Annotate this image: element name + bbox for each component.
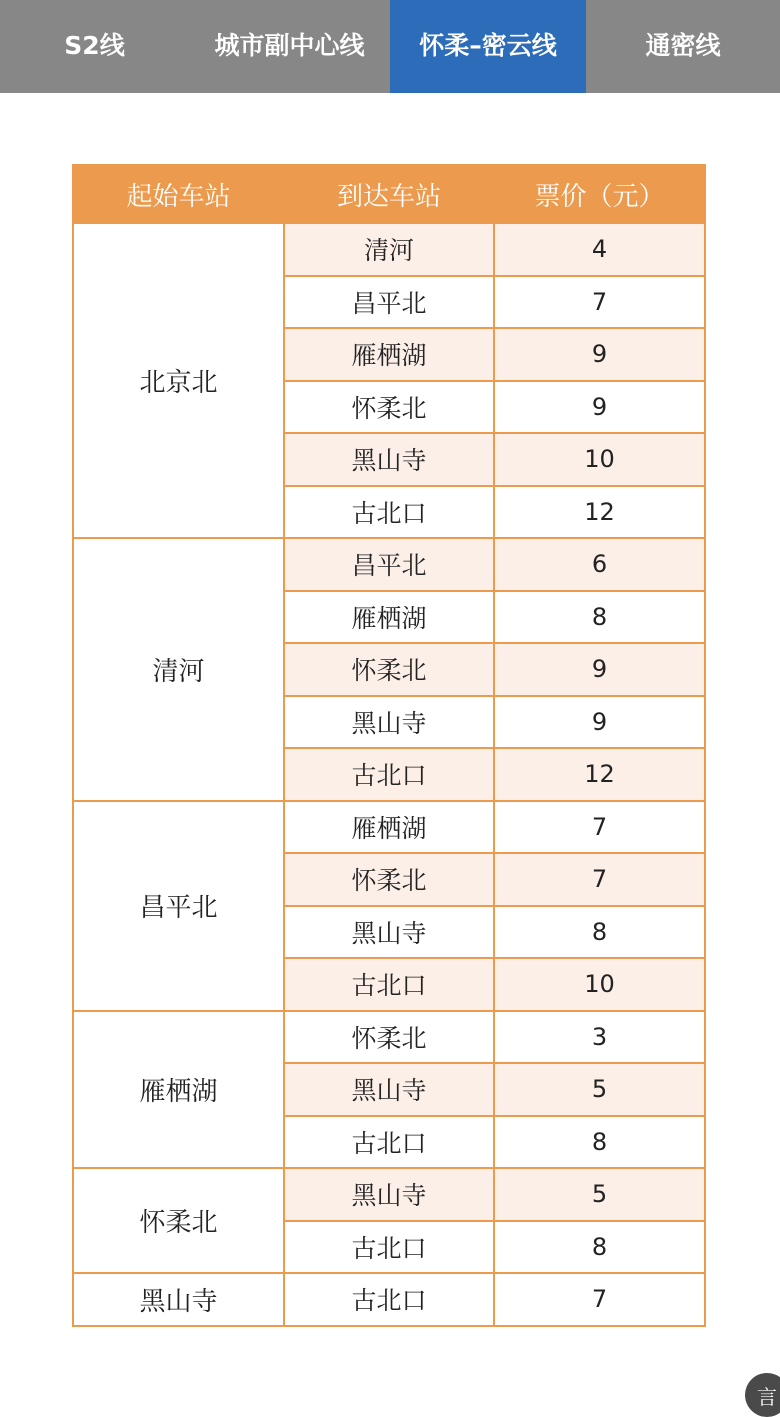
fare-cell: 7 [494, 853, 705, 906]
origin-station-cell: 昌平北 [73, 801, 284, 1011]
fare-cell: 10 [494, 433, 705, 486]
fare-cell: 6 [494, 538, 705, 591]
destination-station-cell: 雁栖湖 [284, 591, 494, 644]
destination-station-cell: 昌平北 [284, 538, 494, 591]
fare-cell: 8 [494, 1116, 705, 1169]
destination-station-cell: 黑山寺 [284, 1063, 494, 1116]
destination-station-cell: 古北口 [284, 1116, 494, 1169]
fare-cell: 4 [494, 223, 705, 276]
table-row [73, 1273, 705, 1326]
chat-icon[interactable]: 言 [745, 1373, 780, 1417]
table-row [73, 801, 705, 854]
header-destination-station: 到达车站 [284, 165, 494, 223]
destination-station-cell: 昌平北 [284, 276, 494, 329]
fare-cell: 8 [494, 591, 705, 644]
origin-station-cell: 黑山寺 [73, 1273, 284, 1326]
fare-cell: 7 [494, 801, 705, 854]
table-row [73, 538, 705, 591]
fare-cell: 7 [494, 1273, 705, 1326]
destination-station-cell: 黑山寺 [284, 1168, 494, 1221]
tab-s2-line[interactable]: S2线 [64, 30, 125, 60]
destination-station-cell: 古北口 [284, 748, 494, 801]
tab-tongmi-line[interactable]: 通密线 [645, 30, 721, 60]
destination-station-cell: 古北口 [284, 486, 494, 539]
fare-table [72, 164, 706, 1327]
destination-station-cell: 怀柔北 [284, 643, 494, 696]
tab-huairou-miyun-line[interactable]: 怀柔–密云线 [390, 0, 586, 93]
fare-cell: 9 [494, 328, 705, 381]
table-row [73, 223, 705, 276]
destination-station-cell: 怀柔北 [284, 381, 494, 434]
origin-station-cell: 怀柔北 [73, 1168, 284, 1273]
table-row [73, 1011, 705, 1064]
tab-city-subcenter-line[interactable]: 城市副中心线 [214, 30, 365, 60]
origin-station-cell: 雁栖湖 [73, 1011, 284, 1169]
fare-table-header [73, 165, 705, 223]
destination-station-cell: 雁栖湖 [284, 801, 494, 854]
fare-cell: 9 [494, 381, 705, 434]
destination-station-cell: 古北口 [284, 958, 494, 1011]
fare-cell: 8 [494, 906, 705, 959]
fare-cell: 10 [494, 958, 705, 1011]
fare-cell: 9 [494, 696, 705, 749]
fare-cell: 9 [494, 643, 705, 696]
fare-cell: 5 [494, 1063, 705, 1116]
destination-station-cell: 黑山寺 [284, 696, 494, 749]
header-fare: 票价（元） [494, 165, 705, 223]
origin-station-cell: 清河 [73, 538, 284, 801]
origin-station-cell: 北京北 [73, 223, 284, 538]
fare-cell: 12 [494, 748, 705, 801]
table-row [73, 1168, 705, 1221]
header-origin-station: 起始车站 [73, 165, 284, 223]
line-tab-bar [0, 0, 780, 93]
destination-station-cell: 怀柔北 [284, 1011, 494, 1064]
destination-station-cell: 清河 [284, 223, 494, 276]
fare-cell: 7 [494, 276, 705, 329]
fare-cell: 12 [494, 486, 705, 539]
destination-station-cell: 古北口 [284, 1273, 494, 1326]
fare-cell: 8 [494, 1221, 705, 1274]
destination-station-cell: 黑山寺 [284, 906, 494, 959]
fare-cell: 5 [494, 1168, 705, 1221]
destination-station-cell: 怀柔北 [284, 853, 494, 906]
fare-cell: 3 [494, 1011, 705, 1064]
destination-station-cell: 古北口 [284, 1221, 494, 1274]
destination-station-cell: 雁栖湖 [284, 328, 494, 381]
destination-station-cell: 黑山寺 [284, 433, 494, 486]
